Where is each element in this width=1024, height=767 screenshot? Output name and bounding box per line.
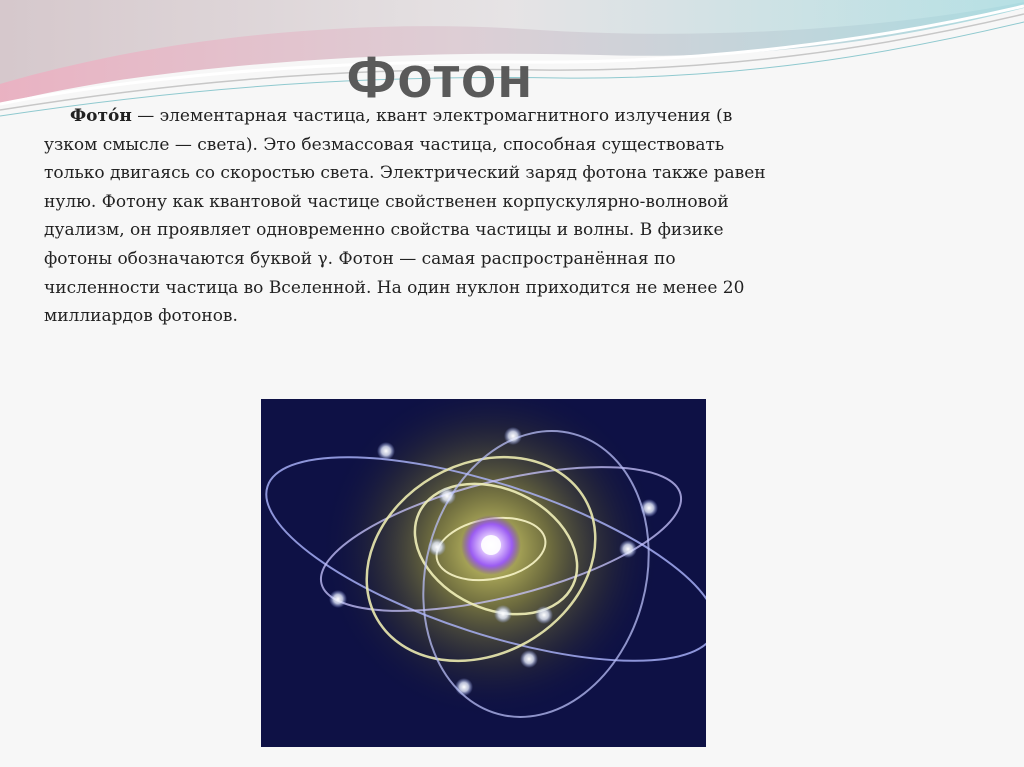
definition-paragraph — [44, 102, 784, 331]
definition-text: — элементарная частица, квант электромагнитного излучения (в узком смысле — света). Это безмассовая частица, способная существовать только двигаясь со скоростью света. Электрический заряд фотона также равен нулю. Фотону как квантовой частице свойственен корпускулярно-волновой дуализм, он проявляет одновременно свойства частицы и волны. В физике фотоны обозначаются буквой γ. Фотон — самая распространённая по численности частица во Вселенной. На один нуклон приходится не менее 20 миллиардов фотонов. — [44, 106, 766, 327]
atom-orbits-illustration — [261, 399, 706, 747]
slide-title: Фотон — [346, 45, 534, 110]
term-bold: Фото́н — [70, 106, 132, 126]
